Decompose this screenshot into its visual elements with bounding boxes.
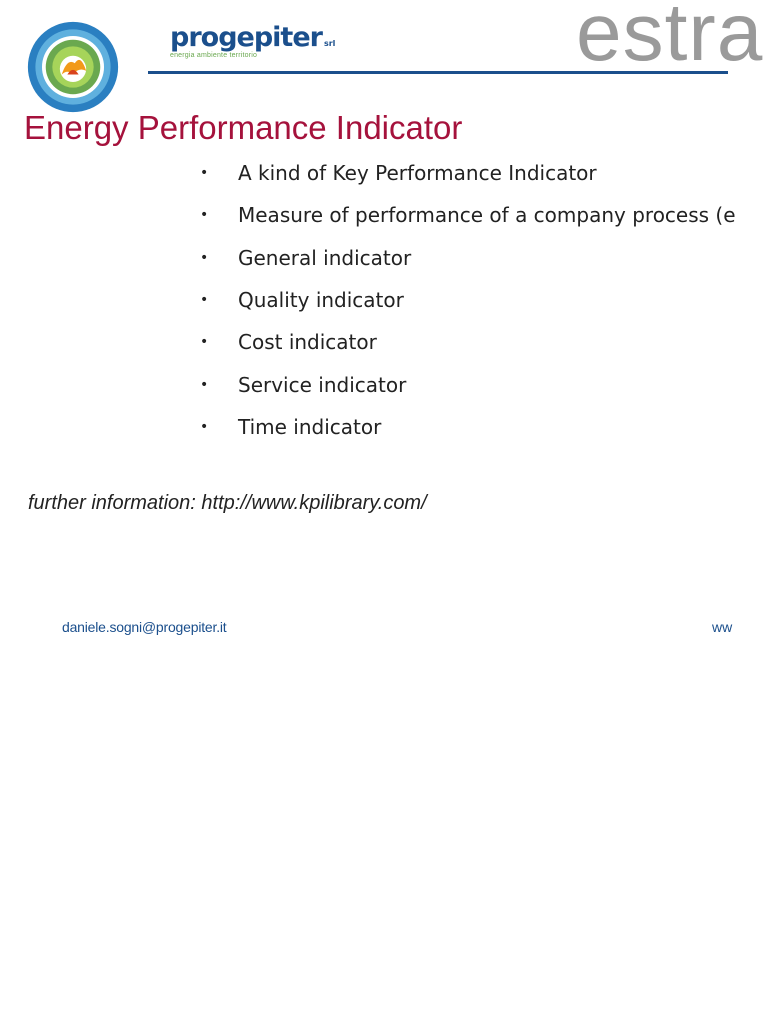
bullet-item xyxy=(200,321,736,363)
footer-email-link[interactable]: daniele.sogni@progepiter.it xyxy=(62,619,227,635)
brand-suffix: srl xyxy=(323,39,336,48)
bullet-list xyxy=(200,152,736,448)
brand-block xyxy=(170,24,335,59)
bullet-icon: • xyxy=(200,334,209,351)
footer-website-link[interactable]: ww xyxy=(712,619,733,635)
bullet-item xyxy=(200,279,736,321)
bullet-icon: • xyxy=(200,418,209,435)
bullet-icon: • xyxy=(200,165,209,182)
bullet-text: Cost indicator xyxy=(238,330,377,355)
progepiter-logo-icon xyxy=(26,20,120,114)
bullet-text: A kind of Key Performance Indicator xyxy=(238,161,597,186)
bullet-text: Quality indicator xyxy=(238,288,404,313)
bullet-item xyxy=(200,194,736,236)
bullet-text: General indicator xyxy=(238,245,412,270)
bullet-icon: • xyxy=(200,376,209,393)
brand-tagline: energia ambiente territorio xyxy=(170,52,258,59)
bullet-text: Measure of performance of a company process (e xyxy=(238,203,736,228)
slide-title: Energy Performance Indicator xyxy=(24,109,463,146)
bullet-icon: • xyxy=(200,207,209,224)
bullet-item xyxy=(200,237,736,279)
bullet-icon: • xyxy=(200,292,209,309)
brand-name: progepiter xyxy=(170,22,322,53)
estra-watermark: estra xyxy=(576,0,763,78)
bullet-item xyxy=(200,406,736,448)
bullet-item xyxy=(200,363,736,405)
bullet-text: Service indicator xyxy=(238,372,407,397)
further-information-link[interactable]: further information: http://www.kpilibrary.com/ xyxy=(28,492,427,514)
bullet-item xyxy=(200,152,736,194)
bullet-icon: • xyxy=(200,249,209,266)
bullet-text: Time indicator xyxy=(238,414,382,439)
